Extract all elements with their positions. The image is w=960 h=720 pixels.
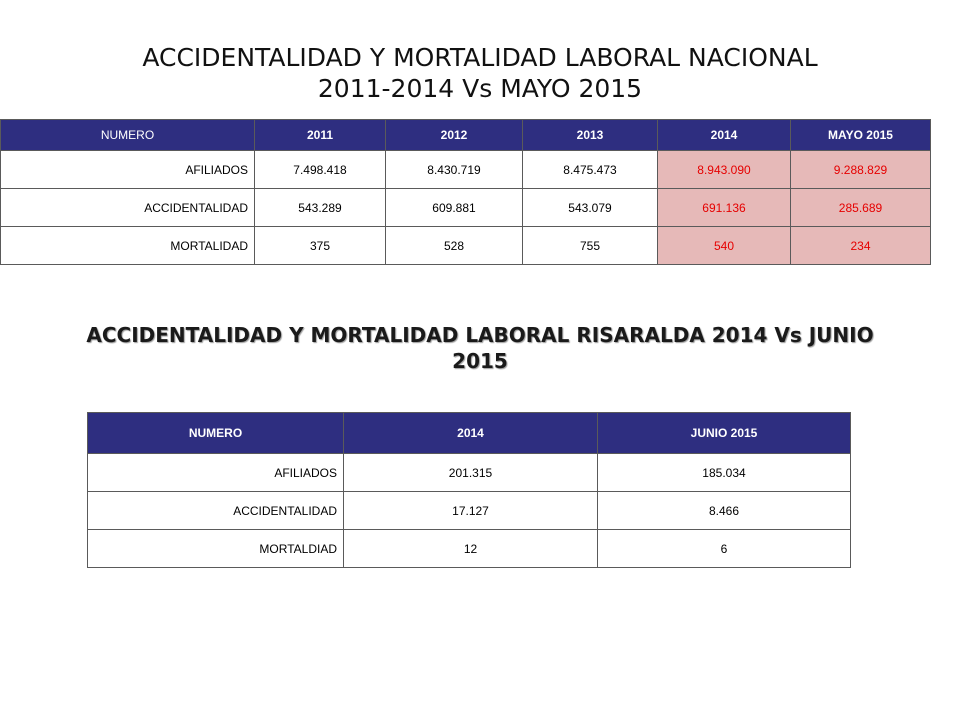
national-header-2014: 2014: [658, 120, 791, 151]
national-header-mayo-2015: MAYO 2015: [791, 120, 931, 151]
cell-value: 7.498.418: [255, 151, 386, 189]
cell-value: 12: [344, 530, 598, 568]
national-title-line1: ACCIDENTALIDAD Y MORTALIDAD LABORAL NACIONAL: [142, 43, 818, 72]
risaralda-header-junio-2015: JUNIO 2015: [598, 413, 851, 454]
row-label: MORTALIDAD: [1, 227, 255, 265]
cell-value-highlighted: 9.288.829: [791, 151, 931, 189]
cell-value: 375: [255, 227, 386, 265]
risaralda-header-row: [88, 413, 851, 454]
cell-value: 8.475.473: [523, 151, 658, 189]
cell-value: 609.881: [386, 189, 523, 227]
national-title: [0, 42, 960, 104]
national-header-row: [1, 120, 931, 151]
national-title-line2: 2011-2014 Vs MAYO 2015: [317, 74, 643, 103]
risaralda-table: [87, 412, 851, 568]
cell-value-highlighted: 234: [791, 227, 931, 265]
cell-value: 6: [598, 530, 851, 568]
cell-value: 528: [386, 227, 523, 265]
table-row: [88, 454, 851, 492]
national-header-2012: 2012: [386, 120, 523, 151]
risaralda-header-2014: 2014: [344, 413, 598, 454]
cell-value: 17.127: [344, 492, 598, 530]
cell-value: 755: [523, 227, 658, 265]
row-label: ACCIDENTALIDAD: [88, 492, 344, 530]
cell-value: 8.430.719: [386, 151, 523, 189]
cell-value: 185.034: [598, 454, 851, 492]
table-row: [1, 189, 931, 227]
cell-value: 543.289: [255, 189, 386, 227]
cell-value: 543.079: [523, 189, 658, 227]
table-row: [1, 227, 931, 265]
row-label: ACCIDENTALIDAD: [1, 189, 255, 227]
row-label: AFILIADOS: [88, 454, 344, 492]
table-row: [88, 530, 851, 568]
national-header-2011: 2011: [255, 120, 386, 151]
row-label: MORTALDIAD: [88, 530, 344, 568]
cell-value: 8.466: [598, 492, 851, 530]
table-row: [1, 151, 931, 189]
national-header-numero: NUMERO: [1, 120, 255, 151]
national-table: [0, 119, 931, 265]
cell-value-highlighted: 691.136: [658, 189, 791, 227]
table-row: [88, 492, 851, 530]
risaralda-header-numero: NUMERO: [88, 413, 344, 454]
national-header-2013: 2013: [523, 120, 658, 151]
cell-value-highlighted: 540: [658, 227, 791, 265]
cell-value-highlighted: 285.689: [791, 189, 931, 227]
risaralda-title: [0, 322, 960, 374]
row-label: AFILIADOS: [1, 151, 255, 189]
cell-value-highlighted: 8.943.090: [658, 151, 791, 189]
risaralda-title-line1: ACCIDENTALIDAD Y MORTALIDAD LABORAL RISARALDA 2014 Vs JUNIO: [86, 323, 874, 347]
risaralda-title-line2: 2015: [452, 349, 508, 373]
cell-value: 201.315: [344, 454, 598, 492]
